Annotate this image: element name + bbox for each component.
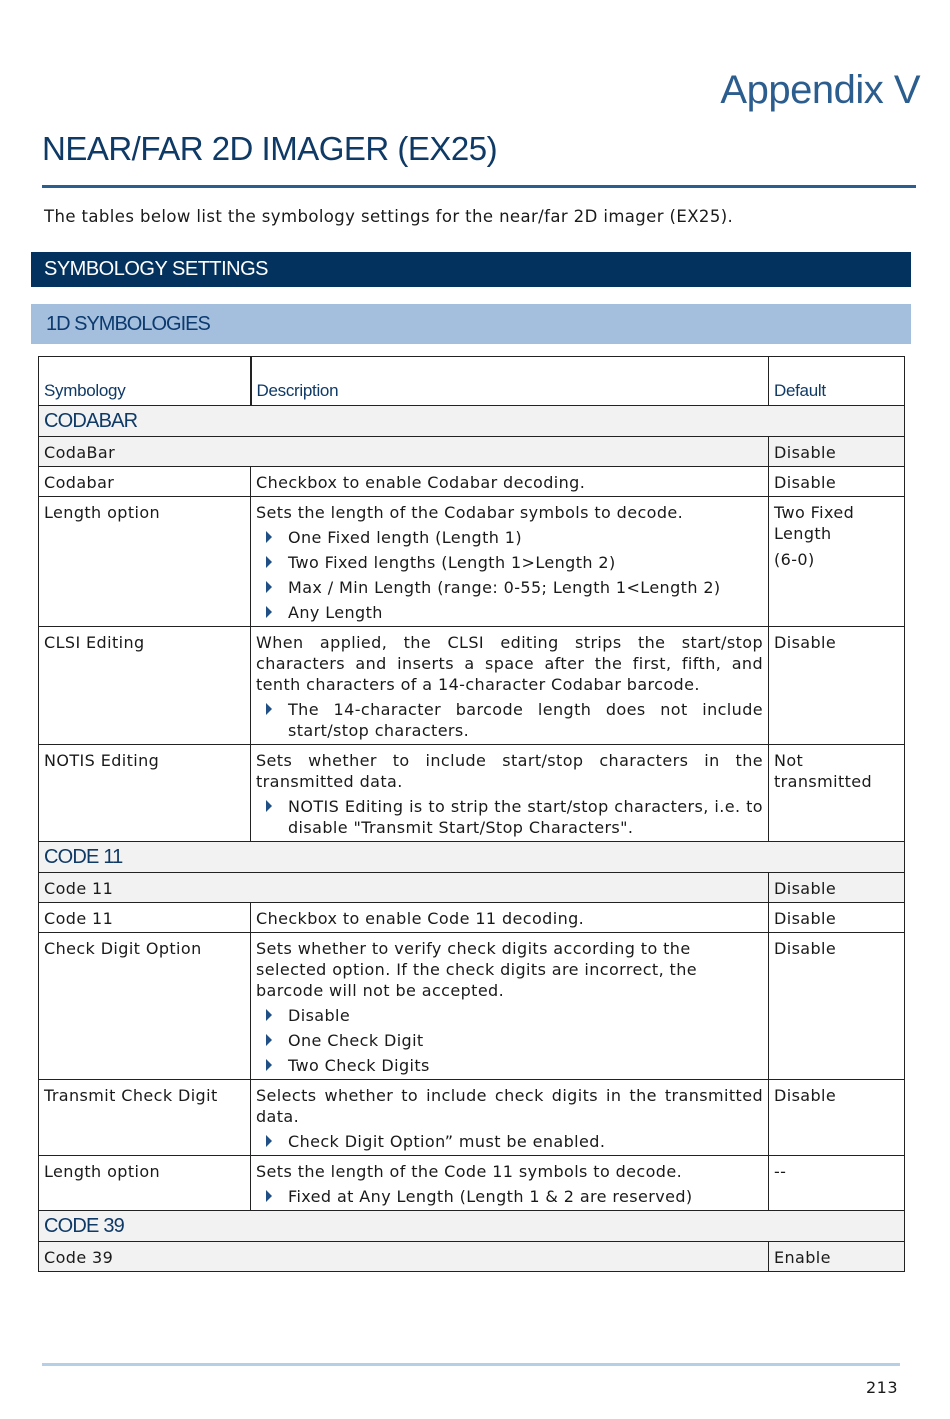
symbology-cell: Check Digit Option — [39, 933, 251, 1080]
list-item — [256, 699, 763, 741]
default-value: Two Fixed Length — [774, 503, 855, 543]
description-text: Sets the length of the Code 11 symbols to decode. — [256, 1162, 683, 1181]
default-subvalue: (6-0) — [774, 550, 815, 569]
section-row-code-39 — [39, 1211, 905, 1242]
intro-text: The tables below list the symbology settings for the near/far 2D imager (EX25). — [44, 207, 734, 226]
list-item-text: One Fixed length (Length 1) — [288, 528, 523, 547]
default-cell: Disable — [769, 437, 905, 467]
description-cell — [251, 933, 769, 1080]
section-title: CODE 11 — [39, 842, 905, 873]
list-item-text: Two Check Digits — [288, 1056, 430, 1075]
list-item — [256, 1186, 763, 1207]
appendix-label: Appendix V — [720, 68, 920, 112]
default-cell: Disable — [769, 873, 905, 903]
page-title: NEAR/FAR 2D IMAGER (EX25) — [42, 130, 498, 167]
section-row-code-11 — [39, 842, 905, 873]
symbology-cell: Code 11 — [39, 903, 251, 933]
list-item-text: Max / Min Length (range: 0-55; Length 1<Length 2) — [288, 578, 721, 597]
default-cell: Not transmitted — [769, 745, 905, 842]
symbology-cell: Length option — [39, 497, 251, 627]
table-row — [39, 627, 905, 745]
description-text: When applied, the CLSI editing strips the start/stop characters and inserts a space after the first, fifth, and tenth characters of a 14-character Codabar barcode. — [256, 633, 763, 694]
table-row — [39, 873, 905, 903]
list-item — [256, 577, 763, 598]
page-number: 213 — [865, 1378, 898, 1397]
table-row — [39, 467, 905, 497]
table-row — [39, 745, 905, 842]
symbology-cell: CodaBar — [39, 437, 769, 467]
description-cell — [251, 745, 769, 842]
list-item-text: The 14-character barcode length does not include start/stop characters. — [288, 700, 763, 740]
default-cell: Disable — [769, 903, 905, 933]
list-item-text: Two Fixed lengths (Length 1>Length 2) — [288, 553, 616, 572]
list-item — [256, 796, 763, 838]
default-cell: Disable — [769, 627, 905, 745]
symbology-settings-band — [31, 252, 911, 287]
list-item — [256, 1055, 763, 1076]
symbology-cell: Length option — [39, 1156, 251, 1211]
default-cell: -- — [769, 1156, 905, 1211]
option-list — [256, 1186, 763, 1207]
table-row — [39, 497, 905, 627]
table-row — [39, 903, 905, 933]
column-header-symbology: Symbology — [39, 357, 251, 406]
default-cell: Disable — [769, 933, 905, 1080]
symbology-cell: NOTIS Editing — [39, 745, 251, 842]
section-title: CODE 39 — [39, 1211, 905, 1242]
table-row — [39, 437, 905, 467]
triangle-bullet-icon — [266, 556, 272, 568]
symbology-cell: Transmit Check Digit — [39, 1080, 251, 1156]
list-item-text: NOTIS Editing is to strip the start/stop characters, i.e. to disable "Transmit Start/Stop Characters". — [288, 797, 763, 837]
symbology-cell: Code 11 — [39, 873, 769, 903]
symbology-cell: CLSI Editing — [39, 627, 251, 745]
option-list — [256, 1131, 763, 1152]
description-cell — [251, 1156, 769, 1211]
list-item-text: Fixed at Any Length (Length 1 & 2 are reserved) — [288, 1187, 693, 1206]
table-row — [39, 1156, 905, 1211]
description-cell — [251, 497, 769, 627]
table-row — [39, 933, 905, 1080]
list-item-text: Check Digit Option” must be enabled. — [288, 1132, 606, 1151]
section-title: CODABAR — [39, 406, 905, 437]
list-item — [256, 1131, 763, 1152]
description-cell: Checkbox to enable Code 11 decoding. — [251, 903, 769, 933]
default-cell: Enable — [769, 1242, 905, 1272]
default-cell: Disable — [769, 1080, 905, 1156]
list-item-text: Any Length — [288, 603, 383, 622]
triangle-bullet-icon — [266, 1034, 272, 1046]
description-cell — [251, 1080, 769, 1156]
triangle-bullet-icon — [266, 1135, 272, 1147]
1d-symbologies-heading: 1D SYMBOLOGIES — [46, 313, 210, 335]
triangle-bullet-icon — [266, 1190, 272, 1202]
description-text: Sets whether to verify check digits according to the selected option. If the check digits are incorrect, the barcode will not be accepted. — [256, 939, 697, 1000]
description-cell: Checkbox to enable Codabar decoding. — [251, 467, 769, 497]
table-row — [39, 1080, 905, 1156]
option-list — [256, 796, 763, 838]
description-text: Sets whether to include start/stop characters in the transmitted data. — [256, 751, 763, 791]
list-item-text: One Check Digit — [288, 1031, 424, 1050]
list-item — [256, 1030, 763, 1051]
option-list — [256, 527, 763, 623]
symbology-settings-heading: SYMBOLOGY SETTINGS — [44, 258, 269, 280]
column-header-description: Description — [251, 357, 769, 406]
description-cell — [251, 627, 769, 745]
option-list — [256, 699, 763, 741]
list-item — [256, 602, 763, 623]
option-list — [256, 1005, 763, 1076]
1d-symbologies-band — [31, 304, 911, 344]
list-item — [256, 552, 763, 573]
description-text: Sets the length of the Codabar symbols to decode. — [256, 503, 684, 522]
title-divider — [42, 185, 916, 188]
triangle-bullet-icon — [266, 703, 272, 715]
default-cell: Disable — [769, 467, 905, 497]
symbology-cell: Code 39 — [39, 1242, 769, 1272]
default-cell — [769, 497, 905, 627]
triangle-bullet-icon — [266, 531, 272, 543]
triangle-bullet-icon — [266, 1059, 272, 1071]
symbology-cell: Codabar — [39, 467, 251, 497]
column-header-default: Default — [769, 357, 905, 406]
triangle-bullet-icon — [266, 1009, 272, 1021]
list-item-text: Disable — [288, 1006, 351, 1025]
list-item — [256, 527, 763, 548]
triangle-bullet-icon — [266, 581, 272, 593]
footer-divider — [42, 1363, 900, 1366]
triangle-bullet-icon — [266, 800, 272, 812]
description-text: Selects whether to include check digits in the transmitted data. — [256, 1086, 763, 1126]
list-item — [256, 1005, 763, 1026]
symbology-table — [38, 356, 905, 1272]
table-header-row — [39, 357, 905, 406]
triangle-bullet-icon — [266, 606, 272, 618]
table-row — [39, 1242, 905, 1272]
section-row-codabar — [39, 406, 905, 437]
